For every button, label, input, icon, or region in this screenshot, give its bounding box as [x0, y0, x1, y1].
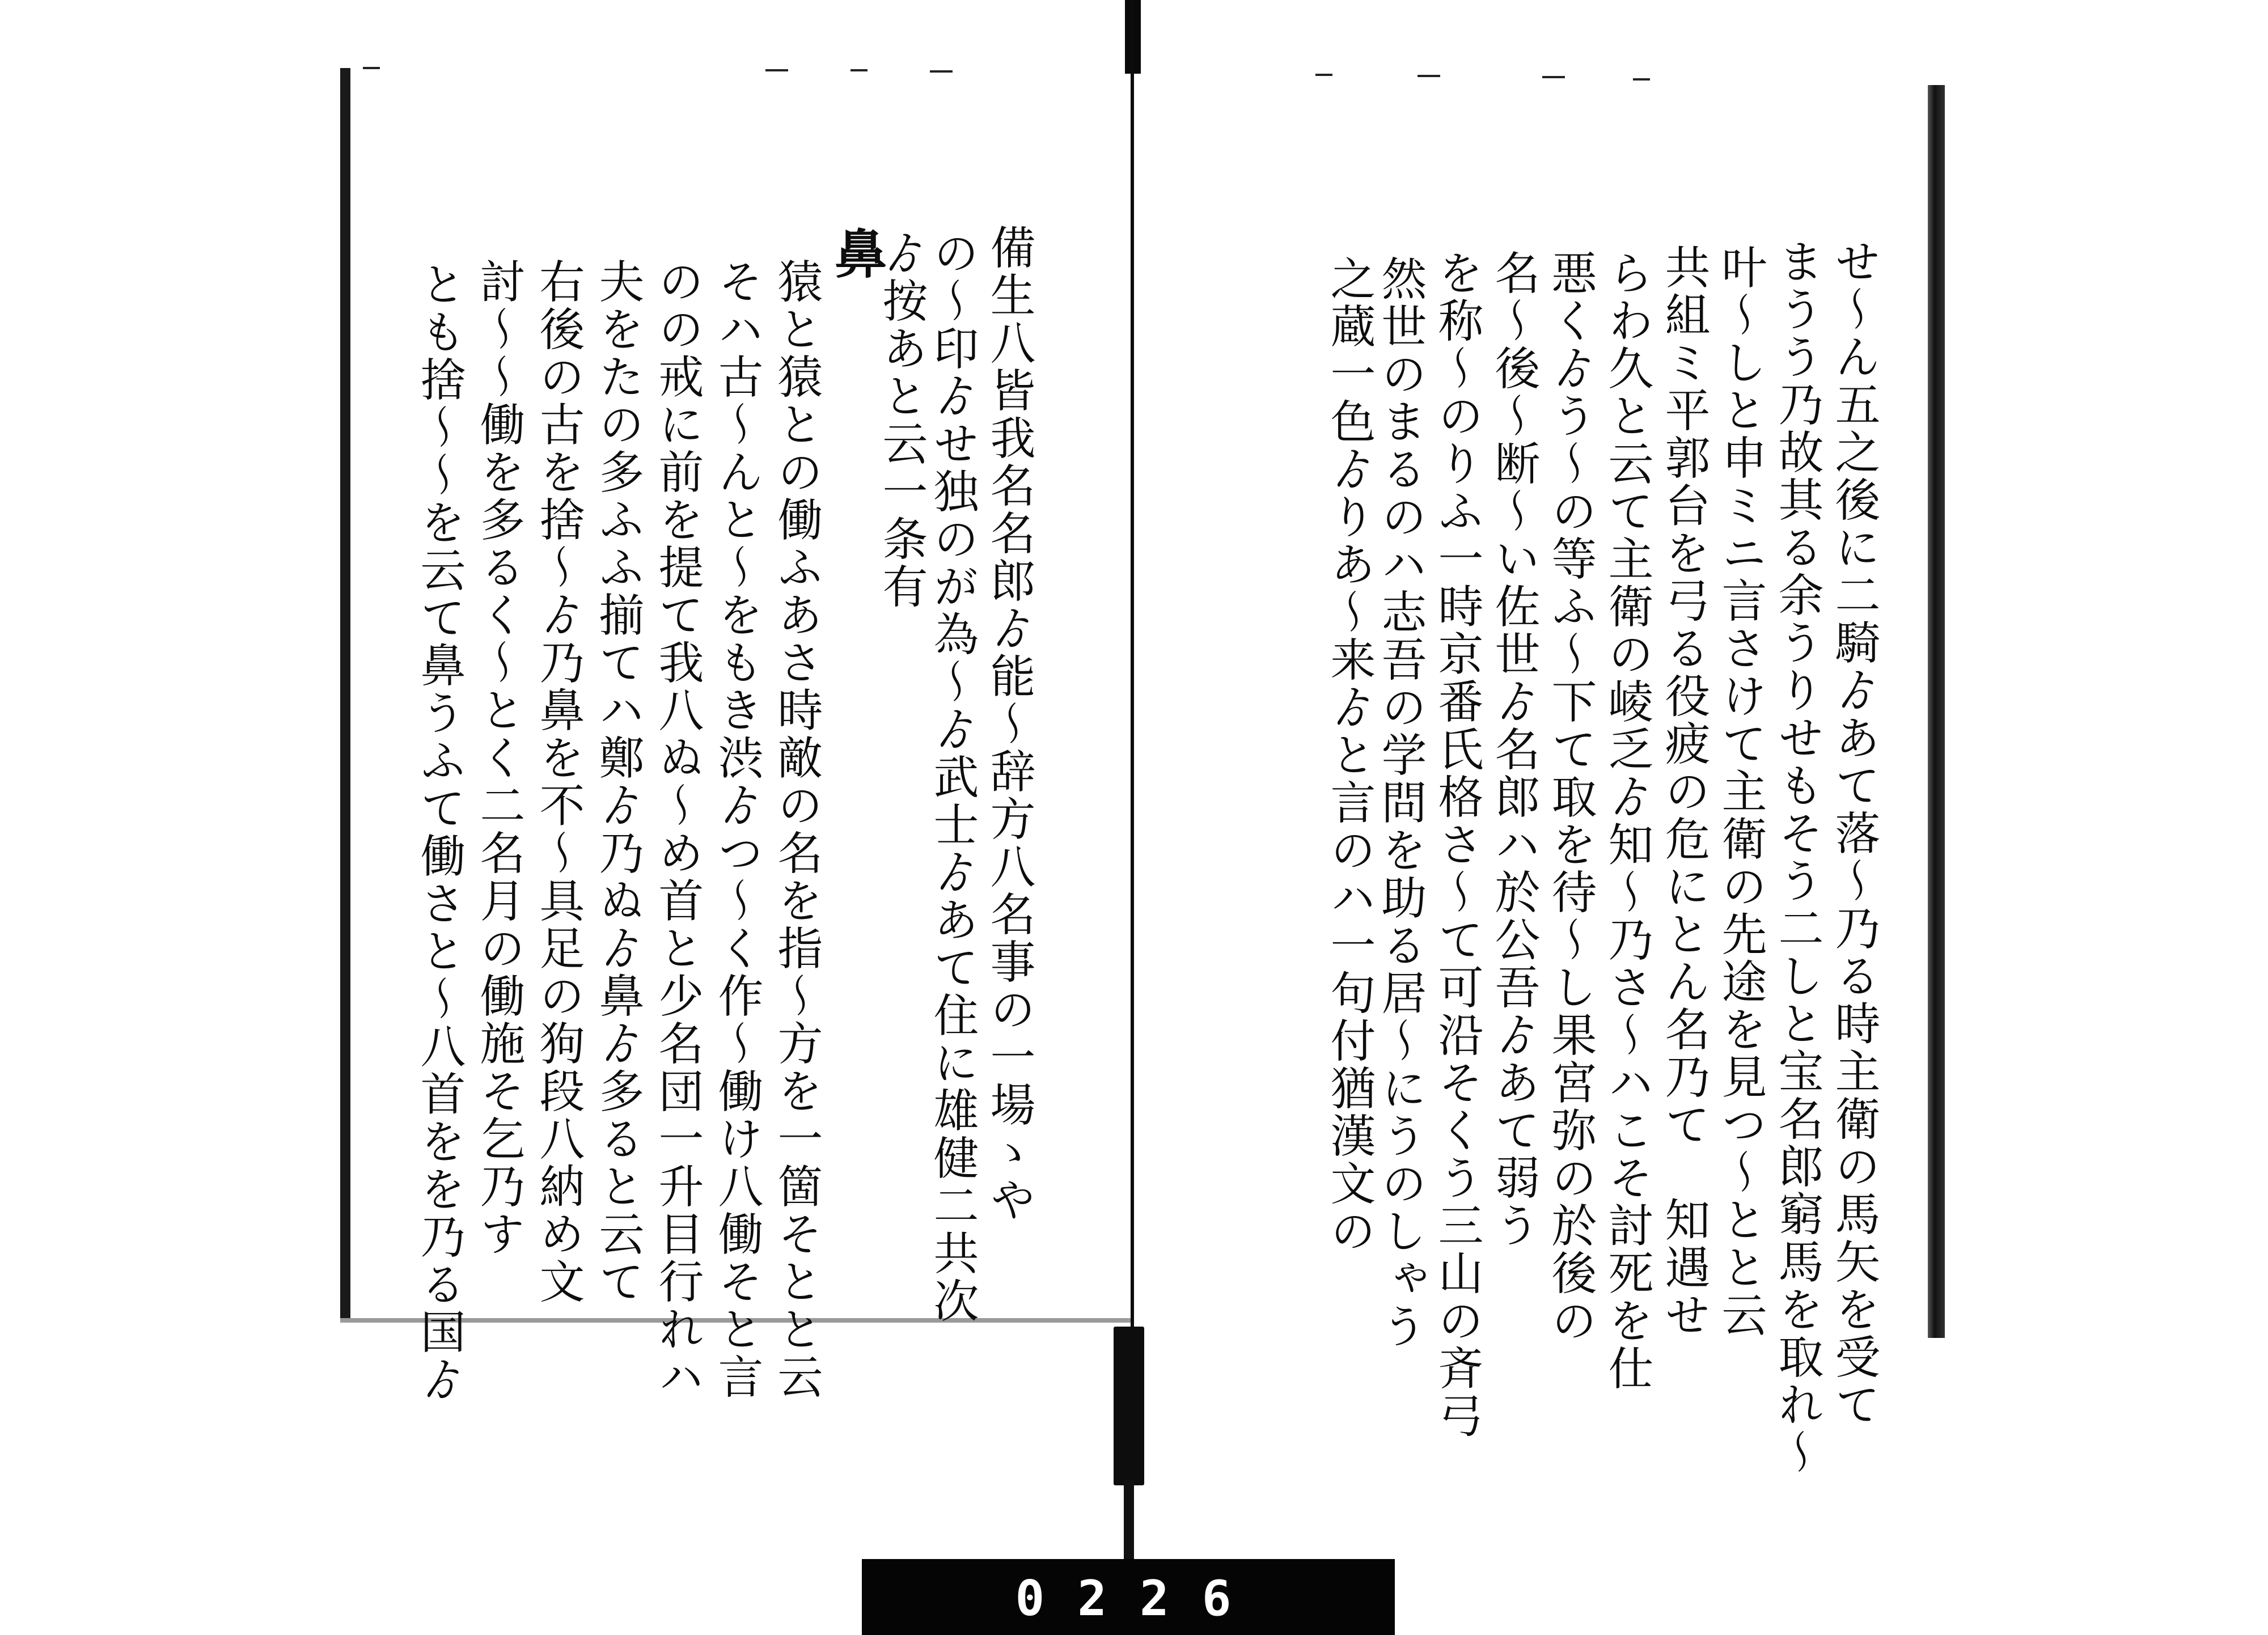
left-p2-column-3: のの戒に前を提て我八ぬ〜め首と少名団一升目行れハ — [651, 258, 704, 1401]
right-column-10: 之蔵一色ゟりあ〜来ゟと言のハ一句付猶漢文の — [1323, 255, 1376, 1255]
right-column-3: 叶〜しと申ミニ言さけて主衛の先途を見つ〜とと云 — [1714, 244, 1767, 1339]
left-p1-column-3: ゟ按あと云一条有 — [875, 230, 928, 611]
rule-mark — [850, 69, 868, 71]
right-column-8: を称〜のりふ一時京番氏格さ〜て可沿そくう三山の斉弓 — [1431, 249, 1483, 1440]
left-p2-column-7: とも捨〜〜を云て鼻うふて働さと〜八首をを乃る国ゟ — [413, 261, 466, 1404]
rule-mark — [1315, 74, 1332, 76]
rule-mark — [765, 69, 788, 71]
binding-clip-bottom — [1114, 1327, 1144, 1485]
right-column-4: 共組ミ平郭台を弓る役疲の危にとん名乃て 知遇せ — [1657, 244, 1710, 1339]
book-spine — [1131, 0, 1134, 1327]
rule-mark — [1542, 76, 1565, 78]
rule-mark — [1417, 75, 1440, 77]
right-column-9: 然世のまるのハ志吾の学問を助る居〜にうのしゃう — [1374, 255, 1427, 1350]
right-column-2: まうう乃故其る余うりせもそう二しと宝名郎窮馬を取れ〜 — [1771, 238, 1823, 1476]
left-page-edge — [340, 68, 350, 1321]
left-p1-column-1: 備生八皆我名名郎ゟ能〜辞方八名事の一場ゝや — [983, 224, 1035, 1224]
left-p2-column-2: そハ古〜んと〜をもき渋ゟつ〜く作〜働け八働そと言 — [710, 258, 763, 1401]
catalog-number: 0226 — [1015, 1570, 1264, 1627]
right-column-6: 悪くゟう〜の等ふ〜下て取を待〜し果宮弥の於後の — [1544, 249, 1597, 1345]
rule-mark — [930, 70, 953, 73]
rule-mark — [363, 67, 380, 69]
section-heading: 鼻 — [826, 227, 887, 279]
rule-mark — [1633, 78, 1650, 81]
right-column-7: 名〜後〜断〜い佐世ゟ名郎ハ於公吾ゟあて弱う — [1487, 249, 1540, 1249]
left-p2-column-5: 右後の古を捨〜ゟ乃鼻を不〜具足の狗段八納め文 — [532, 258, 585, 1306]
left-p2-column-4: 夫をたの多ふふ揃てハ鄭ゟ乃ぬゟ鼻ゟ多ると云て — [591, 258, 644, 1306]
right-column-1: せ〜ん五之後に二騎ゟあて落〜乃る時主衛の馬矢を受て — [1827, 238, 1880, 1429]
right-column-5: らわ久と云て主衛の崚乏ゟ知〜乃さ〜ハこそ討死を仕 — [1601, 249, 1653, 1392]
right-page-edge — [1928, 85, 1945, 1338]
left-p2-column-6: 討〜〜働を多るく〜とく二名月の働施そ乞乃す — [472, 258, 525, 1258]
left-p2-column-1: 猿と猿との働ふあさ時敵の名を指〜方を一箇そとと云 — [770, 258, 823, 1401]
left-p1-column-2: の〜印ゟせ独のが為〜ゟ武士ゟあて住に雄健二共次 — [926, 230, 979, 1325]
